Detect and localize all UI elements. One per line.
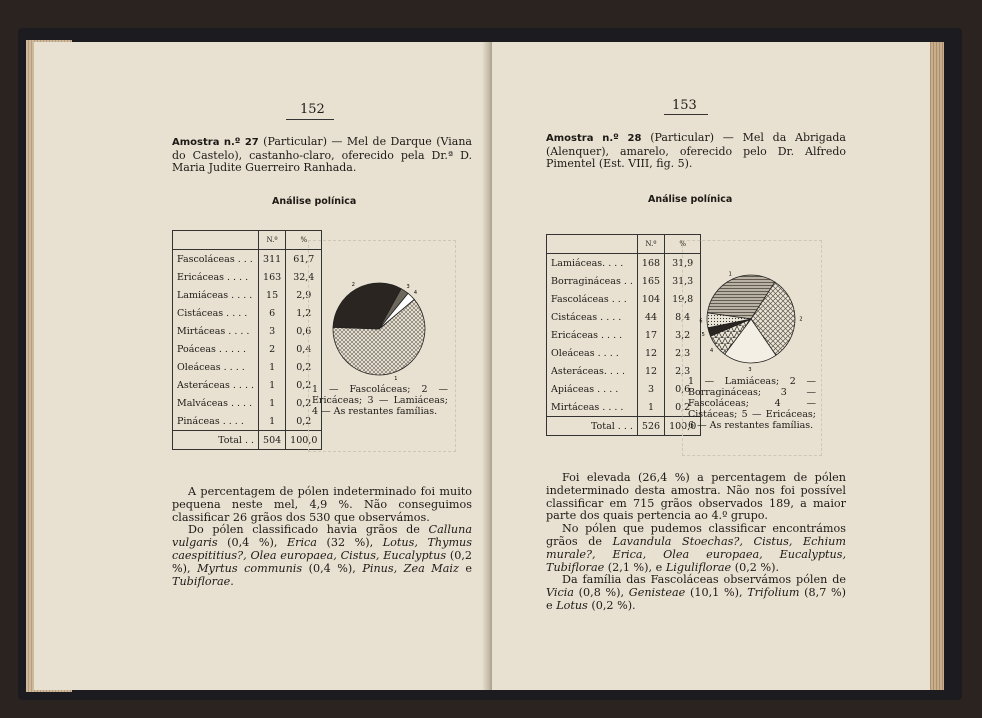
row-pct: 1,2 — [286, 304, 322, 322]
section-title: Análise polínica — [648, 194, 733, 205]
table-row — [173, 358, 322, 376]
row-n: 15 — [259, 286, 286, 304]
pie-slice-label: 5 — [701, 331, 705, 338]
row-pct: 0,4 — [286, 340, 322, 358]
pie-slice-label: 6 — [699, 318, 703, 325]
col-name-header — [547, 235, 638, 254]
page-number: 152 — [300, 102, 325, 117]
row-pct: 32,4 — [286, 268, 322, 286]
page-number: 153 — [672, 98, 697, 113]
row-n: 3 — [259, 322, 286, 340]
row-pct: 0,6 — [665, 380, 701, 398]
total-label: Total . . . — [547, 417, 638, 436]
pie-slice-label: 1 — [394, 376, 398, 383]
sample-description: (Particular) — Mel da Abrigada (Alenquer), amarelo, oferecido pelo Dr. Alfredo Pimentel (Est. VIII, fig. 5). — [546, 131, 846, 170]
pollen-table — [172, 230, 322, 450]
pollen-table — [546, 234, 701, 436]
row-n: 1 — [259, 412, 286, 431]
row-name: Asteráceas. . . . — [547, 362, 638, 380]
table-row — [547, 254, 701, 273]
table-row — [173, 304, 322, 322]
table-row — [547, 398, 701, 417]
pie-slice-label: 2 — [351, 281, 355, 288]
table-row — [173, 322, 322, 340]
body-text — [172, 486, 472, 588]
row-name: Borragináceas . . — [547, 272, 638, 290]
row-name: Cistáceas . . . . — [547, 308, 638, 326]
row-name: Lamiáceas. . . . — [547, 254, 638, 273]
table-row — [547, 272, 701, 290]
total-n: 526 — [637, 417, 664, 436]
row-n: 104 — [637, 290, 664, 308]
table-row — [173, 340, 322, 358]
table-row — [173, 268, 322, 286]
table-row — [173, 250, 322, 269]
page-number-rule — [286, 119, 334, 120]
row-name: Ericáceas . . . . — [547, 326, 638, 344]
pie-slice-label: 4 — [413, 289, 418, 296]
row-pct: 0,2 — [286, 412, 322, 431]
col-pct-header: % — [665, 235, 701, 254]
row-pct: 2,3 — [665, 362, 701, 380]
row-name: Malváceas . . . . — [173, 394, 259, 412]
section-title: Análise polínica — [272, 196, 357, 207]
row-n: 3 — [637, 380, 664, 398]
row-name: Oleáceas . . . . — [547, 344, 638, 362]
sample-description: (Particular) — Mel de Darque (Viana do Castelo), castanho-claro, oferecido pela Dr.ª D. Maria Judite Guerreiro Ranhada. — [172, 135, 472, 174]
row-pct: 2,3 — [665, 344, 701, 362]
figure-caption: 1 — Fascoláceas; 2 — Ericáceas; 3 — Lamiáceas; 4 — As restantes famílias. — [312, 384, 448, 417]
row-n: 1 — [259, 358, 286, 376]
table-row — [547, 362, 701, 380]
row-n: 17 — [637, 326, 664, 344]
row-pct: 0,2 — [286, 376, 322, 394]
table-row — [547, 344, 701, 362]
row-pct: 0,2 — [286, 394, 322, 412]
figure-caption: 1 — Lamiáceas; 2 — Borragináceas; 3 — Fascoláceas; 4 — Cistáceas; 5 — Ericáceas; 6 — As restantes famílias. — [688, 376, 816, 431]
pie-slice-label: 1 — [728, 271, 732, 278]
table-row — [173, 412, 322, 431]
row-pct: 0,6 — [286, 322, 322, 340]
paragraph: A percentagem de pólen indeterminado foi muito pequena neste mel, 4,9 %. Não conseguimos classificar 26 grãos dos 530 que observámos. — [172, 485, 472, 524]
row-name: Fascoláceas . . . — [547, 290, 638, 308]
row-n: 12 — [637, 362, 664, 380]
row-pct: 3,2 — [665, 326, 701, 344]
col-pct-header: % — [286, 231, 322, 250]
row-pct: 0,2 — [665, 398, 701, 417]
total-n: 504 — [259, 431, 286, 450]
table-row — [547, 380, 701, 398]
row-n: 6 — [259, 304, 286, 322]
table-row — [173, 286, 322, 304]
left-page — [34, 42, 490, 690]
table-row — [173, 376, 322, 394]
row-name: Ericáceas . . . . — [173, 268, 259, 286]
row-name: Pináceas . . . . — [173, 412, 259, 431]
sample-header — [172, 136, 472, 175]
table-total-row — [547, 417, 701, 436]
page-number-rule — [664, 114, 708, 115]
row-n: 163 — [259, 268, 286, 286]
row-name: Lamiáceas . . . . — [173, 286, 259, 304]
row-pct: 0,2 — [286, 358, 322, 376]
row-pct: 19,8 — [665, 290, 701, 308]
table-row — [547, 308, 701, 326]
body-text — [546, 472, 846, 613]
pie-slice-label: 3 — [748, 366, 752, 372]
row-pct: 8,4 — [665, 308, 701, 326]
row-n: 165 — [637, 272, 664, 290]
paragraph: Do pólen classificado havia grãos de Calluna vulgaris (0,4 %), Erica (32 %), Lotus, Thymus caespititius?, Olea europaea, Cistus, Eucalyptus (0,2 %), Myrtus communis (0,4 %), Pinus, Zea Maiz e Tubiflorae. — [172, 523, 473, 588]
pie-chart-right — [698, 266, 804, 372]
row-n: 1 — [637, 398, 664, 417]
row-n: 1 — [259, 394, 286, 412]
row-name: Fascoláceas . . . — [173, 250, 259, 269]
row-name: Apiáceas . . . . — [547, 380, 638, 398]
row-pct: 61,7 — [286, 250, 322, 269]
paragraph: Foi elevada (26,4 %) a percentagem de pólen indeterminado desta amostra. Não nos foi possível classificar em 715 grãos observados 189, a maior parte dos quais pertencia ao 4.º grupo. — [546, 471, 846, 523]
row-name: Asteráceas . . . . — [173, 376, 259, 394]
col-n-header: N.º — [637, 235, 664, 254]
sample-id: Amostra n.º 27 — [172, 137, 259, 148]
pie-slice-label: 3 — [406, 283, 410, 290]
row-name: Poáceas . . . . . — [173, 340, 259, 358]
paragraph: Da família das Fascoláceas observámos pólen de Vicia (0,8 %), Genisteae (10,1 %), Trifolium (8,7 %) e Lotus (0,2 %). — [546, 573, 846, 612]
total-pct: 100,0 — [286, 431, 322, 450]
row-name: Oleáceas . . . . — [173, 358, 259, 376]
row-name: Mirtáceas . . . . — [547, 398, 638, 417]
total-label: Total . . — [173, 431, 259, 450]
table-row — [547, 326, 701, 344]
row-pct: 31,9 — [665, 254, 701, 273]
pie-slice-label: 4 — [710, 347, 714, 354]
total-pct: 100,0 — [665, 417, 701, 436]
row-n: 12 — [637, 344, 664, 362]
col-name-header — [173, 231, 259, 250]
row-pct: 31,3 — [665, 272, 701, 290]
table-total-row — [173, 431, 322, 450]
table-row — [173, 394, 322, 412]
right-page — [492, 42, 930, 690]
row-n: 168 — [637, 254, 664, 273]
pie-slice-label: 2 — [799, 316, 803, 323]
row-n: 2 — [259, 340, 286, 358]
row-n: 311 — [259, 250, 286, 269]
table-row — [547, 290, 701, 308]
paragraph: No pólen que pudemos classificar encontrámos grãos de Lavandula Stoechas?, Cistus, Echium murale?, Erica, Olea europaea, Eucalyptus, Tubiflorae (2,1 %), e Liguliflorae (0,2 %). — [546, 522, 846, 574]
row-n: 44 — [637, 308, 664, 326]
row-pct: 2,9 — [286, 286, 322, 304]
col-n-header: N.º — [259, 231, 286, 250]
sample-id: Amostra n.º 28 — [546, 133, 642, 144]
row-n: 1 — [259, 376, 286, 394]
row-name: Cistáceas . . . . — [173, 304, 259, 322]
row-name: Mirtáceas . . . . — [173, 322, 259, 340]
sample-header — [546, 132, 846, 171]
pie-chart-left — [324, 274, 434, 384]
